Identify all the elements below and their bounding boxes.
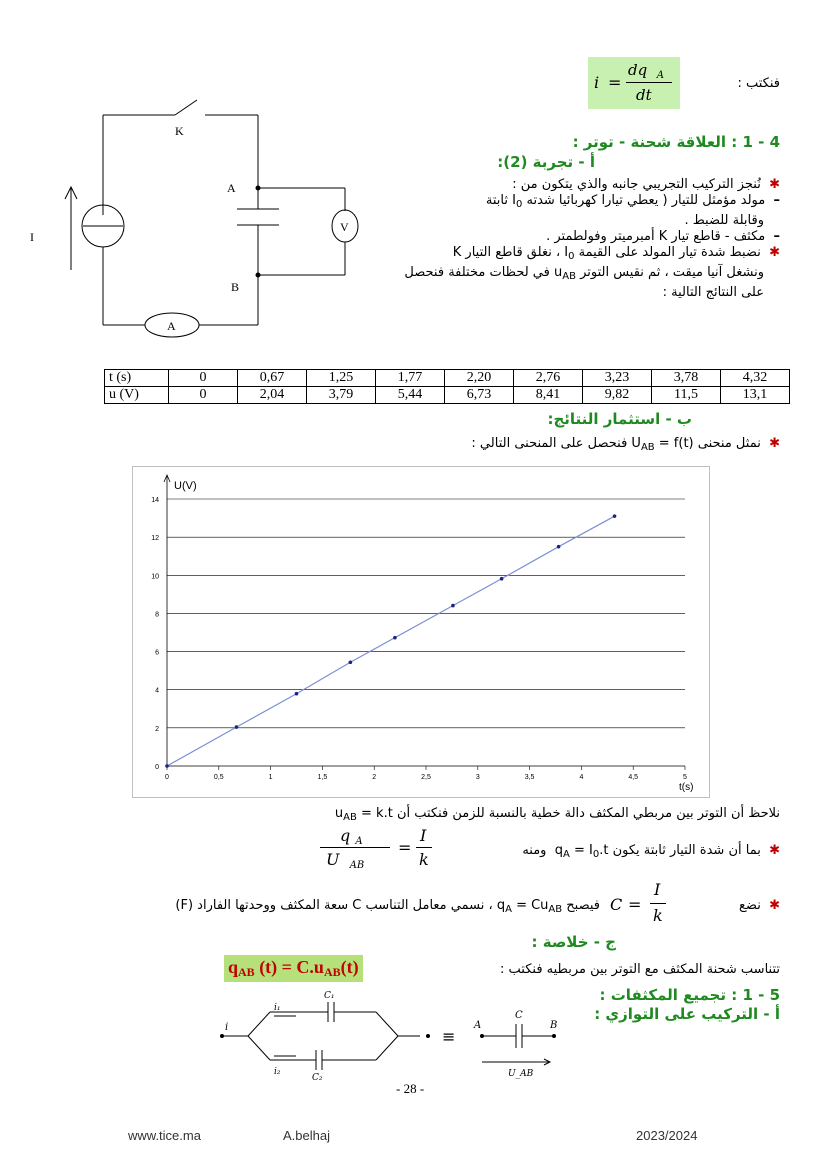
x-tick-label: 4 [579, 774, 584, 781]
observation-line: نلاحظ أن التوتر بين مربطي المكثف دالة خطية بالنسبة للزمن فنكتب أن $u_{AB} = k.t$ [334, 806, 780, 823]
section-b-title: ب - استثمار النتائج: [547, 410, 692, 428]
ratio-equation: ✱ بما أن شدة التيار ثابتة يكون $q_A = I_0.t$ ومنه q $_A$ U $_{AB}$ = I k [320, 826, 780, 878]
section-5-1-title: 5 - 1 : تجميع المكثفات : [599, 986, 780, 1004]
line-4: – مكثف - قاطع تيار K أمبرميتر وفولطمتر . [546, 229, 780, 244]
data-point [500, 577, 504, 581]
y-tick-label: 0 [155, 764, 159, 771]
voltmeter-label: V [340, 220, 349, 234]
equivalence-symbol: ≡ [442, 1027, 456, 1046]
footer-site: www.tice.ma [128, 1128, 201, 1143]
top-formula: i = dq $_A$ dt [588, 57, 680, 109]
parallel-capacitors-diagram [210, 991, 570, 1083]
conclusion-title: ج - خلاصة : [531, 933, 616, 951]
table-row-u [105, 387, 790, 404]
fraction-bar [626, 82, 672, 83]
frac-u: U $_{AB}$ [326, 850, 365, 871]
row-label-t: t (s) [105, 370, 169, 387]
table-cell: 0,67 [238, 370, 307, 387]
footer-year: 2023/2024 [636, 1128, 698, 1143]
data-point [451, 604, 455, 608]
c2-label: C₂ [312, 1073, 323, 1083]
parallel-title: أ - التركيب على التوازي : [594, 1005, 780, 1023]
b-label: B [550, 1020, 558, 1031]
x-tick-label: 3 [475, 774, 480, 781]
node-b-label: B [231, 280, 240, 294]
formula-den: dt [636, 86, 652, 104]
y-axis-label: U(V) [174, 480, 197, 492]
data-point [393, 636, 397, 640]
uab-label: U_AB [508, 1069, 534, 1079]
x-tick-label: 0 [165, 774, 169, 781]
page-number: - 28 - [396, 1081, 425, 1096]
formula-label: فنكتب : [737, 76, 780, 91]
table-cell: 2,76 [514, 370, 583, 387]
table-cell: 3,78 [652, 370, 721, 387]
y-tick-label: 6 [155, 649, 159, 657]
x-tick-label: 4,5 [628, 774, 639, 781]
table-cell: 5,44 [376, 387, 445, 404]
c-label: C [515, 1010, 523, 1021]
table-cell: 4,32 [721, 370, 790, 387]
c1-label: C₁ [324, 991, 335, 1001]
chart-frame [133, 467, 710, 798]
line-2: – مولد مؤمثل للتيار ( يعطي تيارا كهربائيا شدته $I_0$ ثابتة [485, 193, 780, 210]
x-tick-label: 1 [268, 774, 273, 781]
table-cell: 1,25 [307, 370, 376, 387]
table-cell: 9,82 [583, 387, 652, 404]
y-tick-label: 2 [155, 725, 159, 733]
data-point [613, 514, 617, 518]
ammeter-label: A [167, 319, 176, 333]
row-label-u: u (V) [105, 387, 169, 404]
x-tick-label: 2 [372, 774, 377, 781]
table-cell: 3,23 [583, 370, 652, 387]
node-a-label: A [227, 181, 236, 195]
frac-q: q $_A$ [340, 826, 363, 847]
table-cell: 11,5 [652, 387, 721, 404]
section-4-1-title: 4 - 1 : العلاقة شحنة - توتر : [572, 133, 780, 151]
switch-label: K [175, 124, 184, 138]
frac-k: k [419, 850, 429, 869]
experiment-text [370, 177, 780, 301]
current-label: I [30, 230, 34, 244]
data-point [165, 764, 169, 768]
u-vs-t-chart [132, 466, 710, 798]
i-label: i [225, 1022, 229, 1033]
table-cell: 0 [169, 387, 238, 404]
x-tick-label: 1,5 [317, 774, 328, 781]
y-tick-label: 14 [151, 497, 159, 504]
c-symbol: C [610, 895, 623, 914]
conclusion-text: تتناسب شحنة المكثف مع التوتر بين مربطيه فنكتب : [500, 962, 780, 977]
table-cell: 6,73 [445, 387, 514, 404]
table-cell: 3,79 [307, 387, 376, 404]
i2-label: i₂ [274, 1067, 281, 1077]
measurements-table [104, 369, 790, 404]
y-tick-label: 4 [155, 687, 159, 695]
conclusion-formula: qAB (t) = C.uAB(t) [224, 955, 363, 982]
data-point [349, 660, 353, 664]
y-tick-label: 12 [151, 535, 159, 543]
data-point [235, 725, 239, 729]
x-axis-label: t(s) [679, 782, 694, 793]
table-cell: 2,04 [238, 387, 307, 404]
data-point [557, 545, 561, 549]
x-tick-label: 5 [683, 774, 687, 781]
experiment-2-title: أ - تجربة (2): [497, 153, 595, 171]
x-tick-label: 2,5 [421, 774, 431, 781]
table-cell: 8,41 [514, 387, 583, 404]
x-tick-label: 0,5 [213, 774, 224, 781]
table-cell: 1,77 [376, 370, 445, 387]
frac-i: I [420, 826, 427, 845]
line-5: ✱ نضبط شدة تيار المولد على القيمة $I_0$ ، نغلق قاطع التيار K [452, 245, 780, 262]
formula-num: dq [628, 61, 648, 79]
table-row-t [105, 370, 790, 387]
i1-label: i₁ [274, 1003, 281, 1013]
y-tick-label: 10 [151, 573, 159, 581]
footer-author: A.belhaj [283, 1128, 330, 1143]
line-3: وقابلة للضبط . [684, 213, 764, 228]
formula-lhs: i [594, 73, 600, 92]
y-tick-label: 8 [155, 611, 159, 619]
a-label: A [474, 1020, 482, 1031]
capacitance-definition: ✱ نضع C = I k فيصبح $q_A = Cu_{AB}$ ، نسمي معامل التناسب C سعة المكثف ووحدتها الفاراد (F) [175, 880, 780, 925]
section-b-line: ✱ نمثل منحنى $U_{AB} = f(t)$ فنحصل على المنحنى التالي : [471, 436, 780, 453]
line-7: على النتائج التالية : [662, 285, 764, 300]
circuit-diagram [25, 95, 365, 355]
table-cell: 2,20 [445, 370, 514, 387]
x-tick-label: 3,5 [524, 774, 535, 781]
line-6: ونشغل آنيا ميقت ، ثم نقيس التوتر $u_{AB}$ في لحظات مختلفة فنحصل [404, 265, 764, 282]
table-cell: 0 [169, 370, 238, 387]
table-cell: 13,1 [721, 387, 790, 404]
line-1: ✱ نُنجز التركيب التجريبي جانبه والذي يتكون من : [512, 177, 780, 192]
data-point [295, 692, 299, 696]
